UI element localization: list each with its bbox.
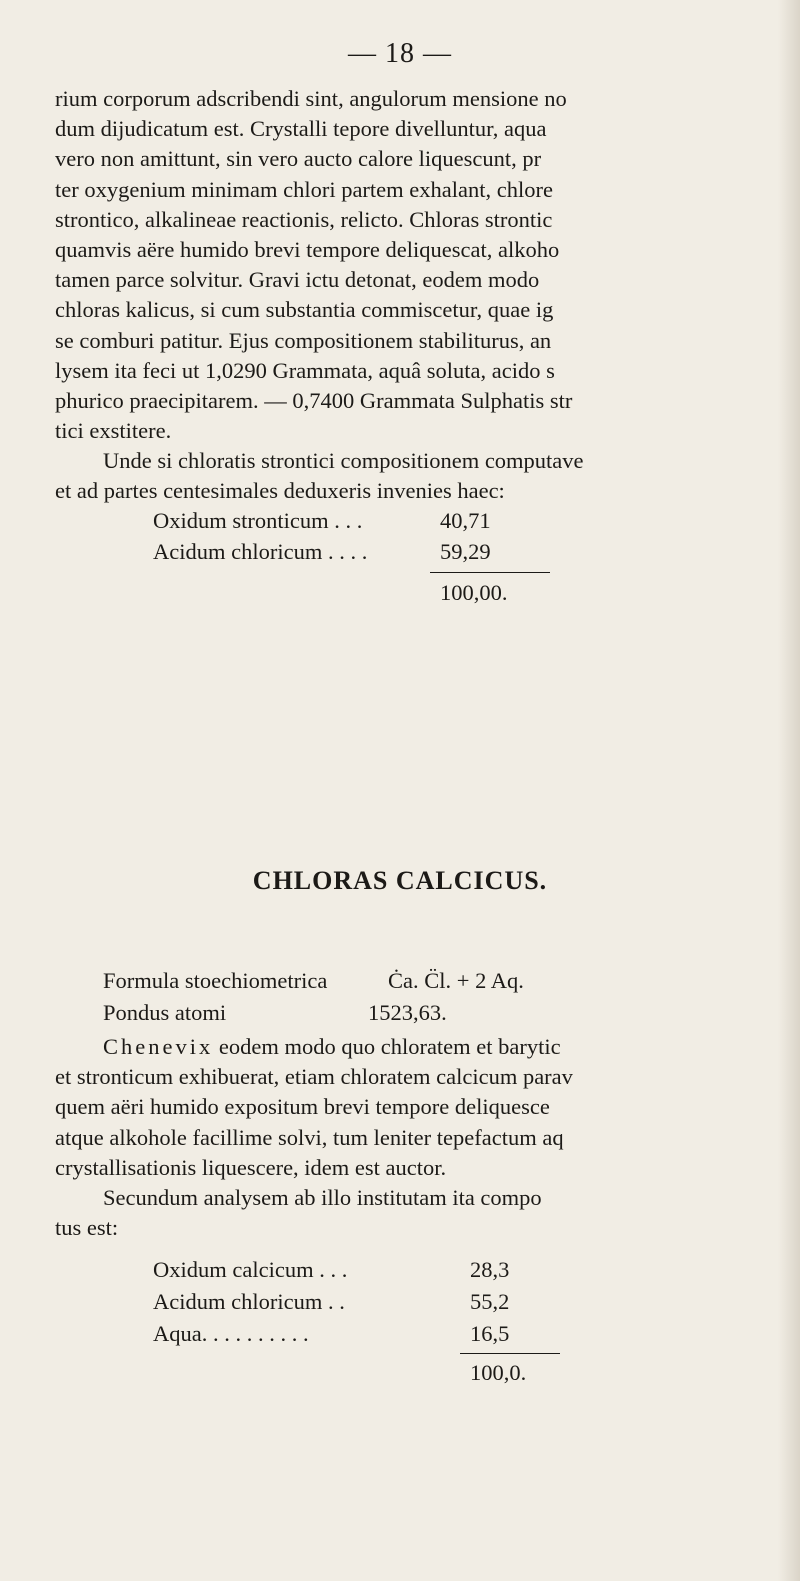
author-name: Chenevix (103, 1034, 214, 1059)
table1-row-value: 59,29 (440, 539, 491, 564)
table2-row-label: Aqua. . . . . . . . . . (153, 1321, 309, 1346)
text-line: se comburi patitur. Ejus compositionem stabiliturus, an (55, 327, 552, 353)
text-line: quamvis aëre humido brevi tempore deliquescat, alkoho (55, 236, 560, 262)
text-line: ter oxygenium minimam chlori partem exhalant, chlore (55, 176, 553, 202)
paragraph-3 (55, 1032, 795, 1243)
table1-row-value: 40,71 (440, 508, 491, 533)
text-line-rest: eodem modo quo chloratem et barytic (218, 1034, 561, 1059)
sum-rule (430, 572, 550, 573)
table2-row-value: 28,3 (470, 1257, 510, 1282)
text-line: phurico praecipitarem. — 0,7400 Grammata Sulphatis str (55, 387, 573, 413)
table2-total: 100,0. (470, 1360, 527, 1385)
table2-row-value: 55,2 (470, 1289, 510, 1314)
text-line: dum dijudicatum est. Crystalli tepore divelluntur, aqua (55, 116, 547, 142)
text-line: tus est: (55, 1215, 119, 1241)
table2-row-value: 16,5 (470, 1321, 510, 1346)
text-line: Secundum analysem ab illo institutam ita compo (103, 1184, 542, 1210)
text-line: quem aëri humido expositum brevi tempore deliquesce (55, 1094, 550, 1120)
text-line: et ad partes centesimales deduxeris invenies haec: (55, 478, 505, 504)
text-line: atque alkohole facillime solvi, tum leniter tepefactum aq (55, 1124, 564, 1150)
section-heading: CHLORAS CALCICUS. (252, 866, 548, 895)
text-line: tamen parce solvitur. Gravi ictu detonat, eodem modo (55, 267, 540, 293)
text-line: tici exstitere. (55, 418, 172, 444)
text-line: rium corporum adscribendi sint, angulorum mensione no (55, 86, 567, 111)
table2-row-label: Oxidum calcicum . . . (153, 1257, 348, 1282)
text-line: Unde si chloratis strontici compositionem computave (103, 448, 584, 474)
paragraph-1 (55, 84, 795, 507)
text-line (55, 1032, 795, 1062)
formula-label: Formula stoechiometrica (103, 968, 328, 993)
table2-row-label: Acidum chloricum . . (153, 1289, 345, 1314)
pondus-label: Pondus atomi (103, 1000, 227, 1025)
table1-total: 100,00. (440, 580, 508, 605)
text-line: lysem ita feci ut 1,0290 Grammata, aquâ soluta, acido s (55, 357, 555, 383)
text-line: crystallisationis liquescere, idem est auctor. (55, 1154, 447, 1180)
pondus-value: 1523,63. (368, 1000, 447, 1025)
text-line: vero non amittunt, sin vero aucto calore liquescunt, pr (55, 146, 542, 172)
table1-row-label: Oxidum stronticum . . . (153, 508, 363, 533)
sum-rule (460, 1353, 560, 1354)
text-line: strontico, alkalineae reactionis, relicto. Chloras strontic (55, 206, 553, 232)
table1-row-label: Acidum chloricum . . . . (153, 539, 368, 564)
page-number: — 18 — (348, 38, 452, 69)
text-line: chloras kalicus, si cum substantia commiscetur, quae ig (55, 297, 554, 323)
formula-value: Ċa. C̈l. + 2 Aq. (388, 968, 524, 993)
text-line: et stronticum exhibuerat, etiam chloratem calcicum parav (55, 1064, 573, 1090)
